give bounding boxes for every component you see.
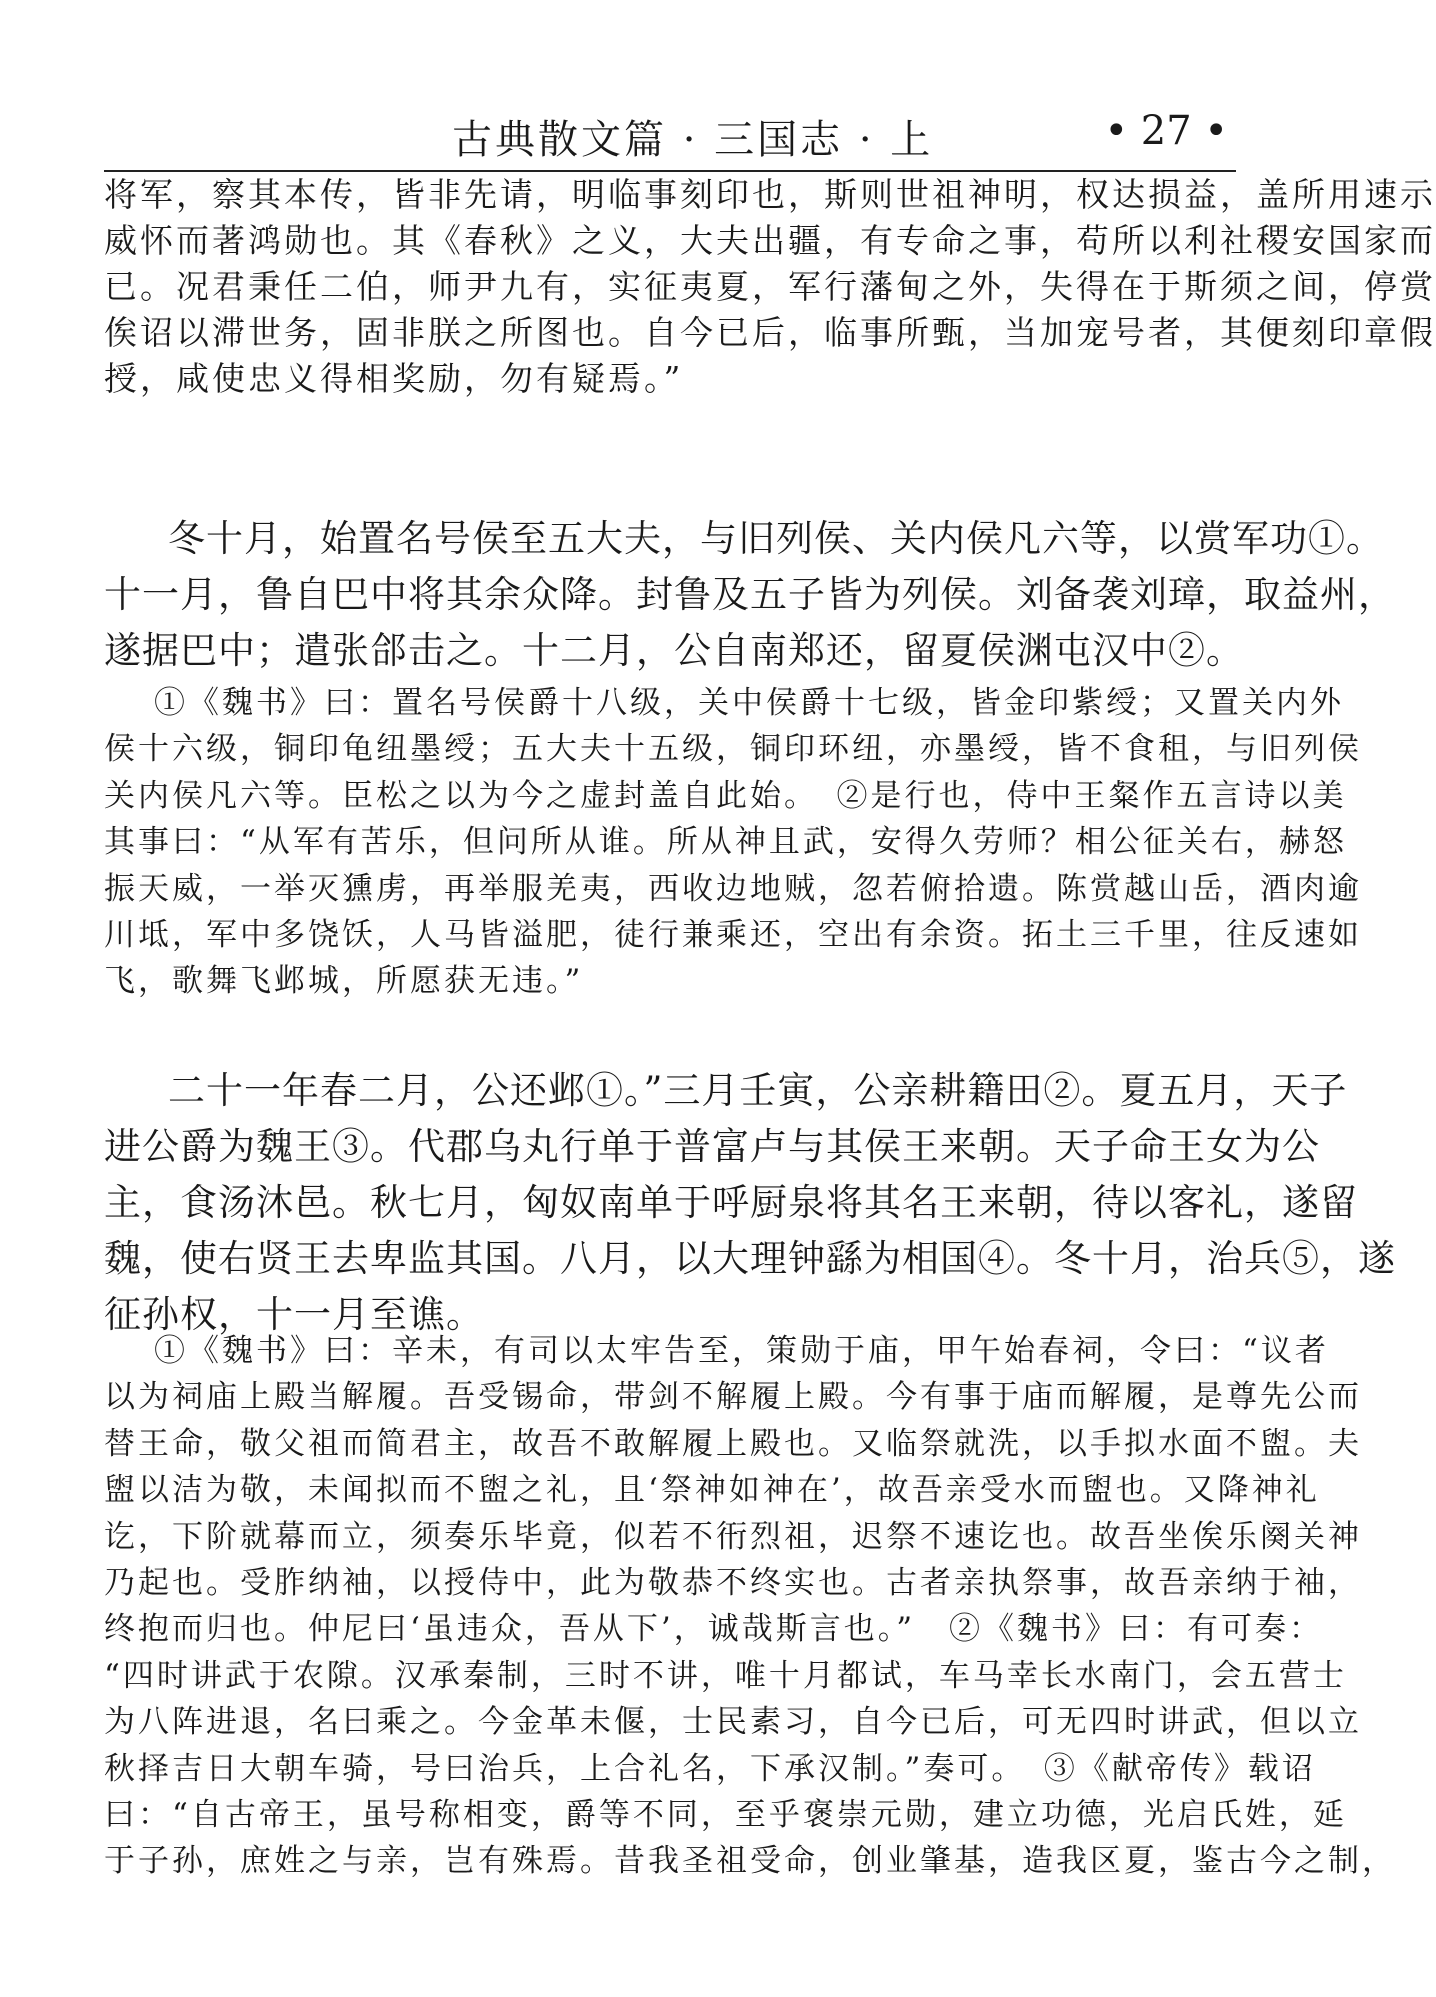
note-line: “四时讲武于农隙。汉承秦制，三时不讲，唯十月都试，车马幸长水南门，会五营士 bbox=[104, 1657, 1347, 1694]
note-line: 为八阵进退，名曰乘之。今金革未偃，士民素习，自今已后，可无四时讲武，但以立 bbox=[104, 1704, 1362, 1741]
text-line: 授，咸使忠义得相奖励，勿有疑焉。” bbox=[104, 359, 684, 398]
note-line: 秋择吉日大朝车骑，号曰治兵，上合礼名，下承汉制。”奏可。 ③《献帝传》载诏 bbox=[104, 1750, 1316, 1787]
note-line: 以为祠庙上殿当解履。吾受锡命，带剑不解履上殿。今有事于庙而解履，是尊先公而 bbox=[104, 1379, 1362, 1416]
note-line: 终抱而归也。仲尼曰‘虽违众，吾从下’，诚哉斯言也。” ②《魏书》曰：有可奏： bbox=[104, 1611, 1324, 1648]
note-line: 盥以洁为敬，未闻拟而不盥之礼，且‘祭神如神在’，故吾亲受水而盥也。又降神礼 bbox=[104, 1472, 1320, 1509]
note-line: 讫，下阶就幕而立，须奏乐毕竟，似若不衎烈祖，迟祭不速讫也。故吾坐俟乐阕关神 bbox=[104, 1518, 1362, 1555]
note-line: ①《魏书》曰：置名号侯爵十八级，关中侯爵十七级，皆金印紫绶；又置关内外 bbox=[154, 685, 1344, 721]
note-line: 乃起也。受胙纳袖，以授侍中，此为敬恭不终实也。古者亲执祭事，故吾亲纳于袖， bbox=[104, 1564, 1362, 1601]
note-line: 替王命，敬父祖而简君主，故吾不敢解履上殿也。又临祭就洗，以手拟水面不盥。夫 bbox=[104, 1425, 1362, 1462]
note-line: 其事曰：“从军有苦乐，但问所从谁。所从神且武，安得久劳师？相公征关右，赫怒 bbox=[104, 824, 1347, 861]
note-line: 川坻，军中多饶饫，人马皆溢肥，徒行兼乘还，空出有余资。拓土三千里，往反速如 bbox=[104, 916, 1362, 953]
annotation-block-2 bbox=[104, 1328, 1396, 1885]
text-line: 进公爵为魏王③。代郡乌丸行单于普富卢与其侯王来朝。天子命王女为公 bbox=[104, 1125, 1320, 1168]
note-line: 曰：“自古帝王，虽号称相变，爵等不同，至乎褒崇元勋，建立功德，光启氏姓，延 bbox=[104, 1796, 1347, 1833]
page-number: • 27 • bbox=[1104, 108, 1228, 154]
annotation-block-1 bbox=[104, 680, 1362, 1005]
text-line: 遂据巴中；遣张郃击之。十二月，公自南郑还，留夏侯渊屯汉中②。 bbox=[104, 629, 1244, 672]
text-line: 主，食汤沐邑。秋七月，匈奴南单于呼厨泉将其名王来朝，待以客礼，遂留 bbox=[104, 1181, 1358, 1224]
text-line: 二十一年春二月，公还邺①。”三月壬寅，公亲耕籍田②。夏五月，天子 bbox=[168, 1069, 1348, 1112]
note-line: 于子孙，庶姓之与亲，岂有殊焉。昔我圣祖受命，创业肇基，造我区夏，鉴古今之制， bbox=[104, 1843, 1396, 1880]
note-line: ①《魏书》曰：辛未，有司以太牢告至，策勋于庙，甲午始春祠，令曰：“议者 bbox=[154, 1333, 1329, 1369]
note-line: 飞，歌舞飞邺城，所愿获无违。” bbox=[104, 963, 584, 1000]
note-line: 关内侯凡六等。臣松之以为今之虚封盖自此始。 ②是行也，侍中王粲作五言诗以美 bbox=[104, 777, 1347, 814]
note-line: 侯十六级，铜印龟纽墨绶；五大夫十五级，铜印环纽，亦墨绶，皆不食租，与旧列侯 bbox=[104, 731, 1362, 768]
running-title: 古典散文篇 · 三国志 · 上 bbox=[452, 117, 934, 163]
main-paragraph-1 bbox=[104, 511, 1396, 679]
text-line: 魏，使右贤王去卑监其国。八月，以大理钟繇为相国④。冬十月，治兵⑤，遂 bbox=[104, 1237, 1396, 1280]
text-line: 威怀而著鸿勋也。其《春秋》之义，大夫出疆，有专命之事，苟所以利社稷安国家而 bbox=[104, 221, 1436, 260]
text-line: 将军，察其本传，皆非先请，明临事刻印也，斯则世祖神明，权达损益，盖所用速示 bbox=[104, 175, 1436, 214]
text-line: 已。况君秉任二伯，师尹九有，实征夷夏，军行藩甸之外，失得在于斯须之间，停赏 bbox=[104, 267, 1436, 306]
note-line: 振天威，一举灭獯虏，再举服羌夷，西收边地贼，忽若俯拾遗。陈赏越山岳，酒肉逾 bbox=[104, 870, 1362, 907]
text-line: 十一月，鲁自巴中将其余众降。封鲁及五子皆为列侯。刘备袭刘璋，取益州， bbox=[104, 573, 1396, 616]
text-line: 冬十月，始置名号侯至五大夫，与旧列侯、关内侯凡六等，以赏军功①。 bbox=[168, 517, 1384, 560]
text-line: 俟诏以滞世务，固非朕之所图也。自今已后，临事所甄，当加宠号者，其便刻印章假 bbox=[104, 313, 1436, 352]
running-header bbox=[104, 108, 1236, 168]
continuation-text bbox=[104, 172, 1436, 402]
text-line: 征孙权，十一月至谯。 bbox=[104, 1293, 484, 1336]
main-paragraph-2 bbox=[104, 1063, 1396, 1343]
